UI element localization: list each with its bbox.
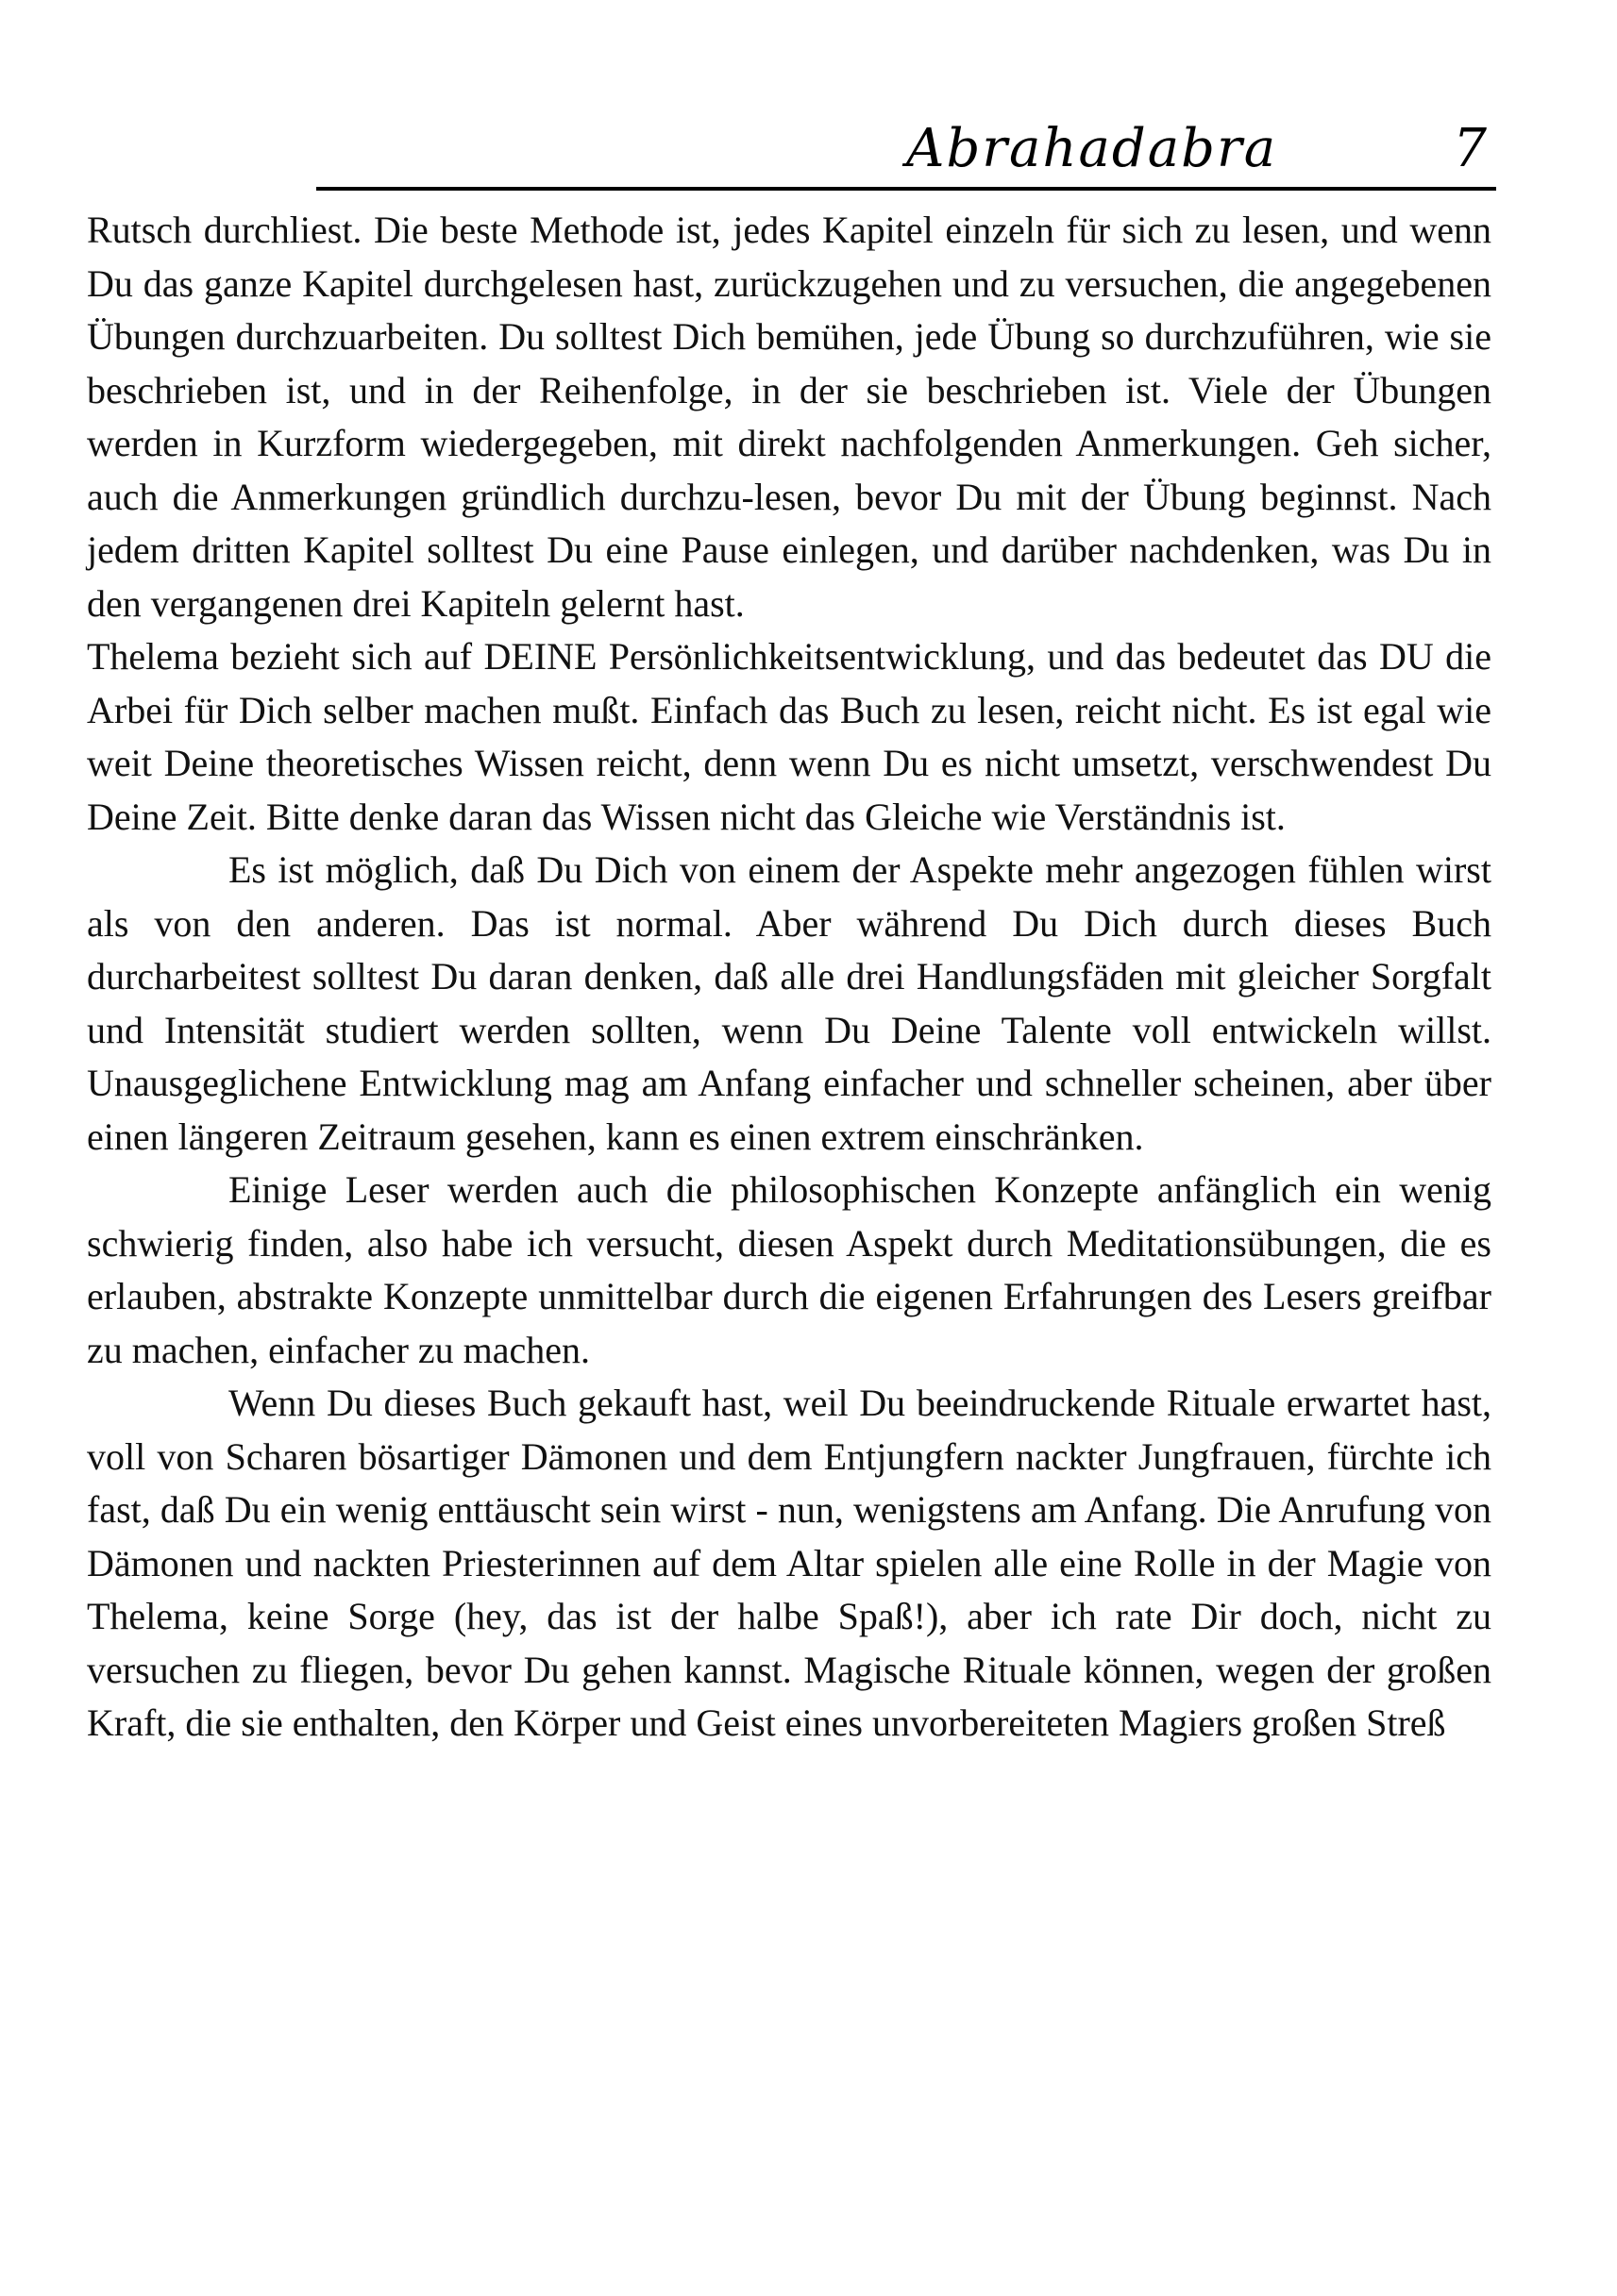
body-text [87, 204, 1491, 1751]
page-number: 7 [1453, 118, 1487, 179]
running-header [316, 111, 1496, 191]
paragraph-continued: Rutsch durchliest. Die beste Methode ist, jedes Kapitel einzeln für sich zu lesen, und wenn Du das ganze Kapitel durchgelesen hast, zurückzugehen und zu versuchen, die angegebenen Übungen durchzuarbeiten. Du solltest Dich bemühen, jede Übung so durchzuführen, wie sie beschrieben ist, und in der Reihenfolge, in der sie beschrieben ist. Viele der Übungen werden in Kurzform wiedergegeben, mit direkt nachfolgenden Anmerkungen. Geh sicher, auch die Anmerkungen gründlich durchzu-lesen, bevor Du mit der Übung beginnst. Nach jedem dritten Kapitel solltest Du eine Pause einlegen, und darüber nachdenken, was Du in den vergangenen drei Kapiteln gelernt hast. [87, 209, 1491, 625]
paragraph-rituals: Wenn Du dieses Buch gekauft hast, weil Du beeindruckende Rituale erwartet hast, voll von Scharen bösartiger Dämonen und dem Entjungfern nackter Jungfrauen, fürchte ich fast, daß Du ein wenig enttäuscht sein wirst - nun, wenigstens am Anfang. Die Anrufung von Dämonen und nackten Priesterinnen auf dem Altar spielen alle eine Rolle in der Magie von Thelema, keine Sorge (hey, das ist der halbe Spaß!), aber ich rate Dir doch, nicht zu versuchen zu fliegen, bevor Du gehen kannst. Magische Rituale können, wegen der großen Kraft, die sie enthalten, den Körper und Geist eines unvorbereiteten Magiers großen Streß [87, 1382, 1491, 1744]
paragraph-thelema: Thelema bezieht sich auf DEINE Persönlichkeitsentwicklung, und das bedeutet das DU die Arbei für Dich selber machen mußt. Einfach das Buch zu lesen, reicht nicht. Es ist egal wie weit Deine theoretisches Wissen reicht, denn wenn Du es nicht umsetzt, verschwendest Du Deine Zeit. Bitte denke daran das Wissen nicht das Gleiche wie Verständnis ist. [87, 635, 1491, 838]
running-title: Abrahadabra [906, 118, 1278, 179]
paragraph-aspects: Es ist möglich, daß Du Dich von einem der Aspekte mehr angezogen fühlen wirst als von den anderen. Das ist normal. Aber während Du Dich durch dieses Buch durcharbeitest solltest Du daran denken, daß alle drei Handlungsfäden mit gleicher Sorgfalt und Intensität studiert werden sollten, wenn Du Deine Talente voll entwickeln willst. Unausgeglichene Entwicklung mag am Anfang einfacher und schneller scheinen, aber über einen längeren Zeitraum gesehen, kann es einen extrem einschränken. [87, 848, 1491, 1158]
paragraph-philosophy: Einige Leser werden auch die philosophischen Konzepte anfänglich ein wenig schwierig finden, also habe ich versucht, diesen Aspekt durch Meditationsübungen, die es erlauben, abstrakte Konzepte unmittelbar durch die eigenen Erfahrungen des Lesers greifbar zu machen, einfacher zu machen. [87, 1168, 1491, 1371]
